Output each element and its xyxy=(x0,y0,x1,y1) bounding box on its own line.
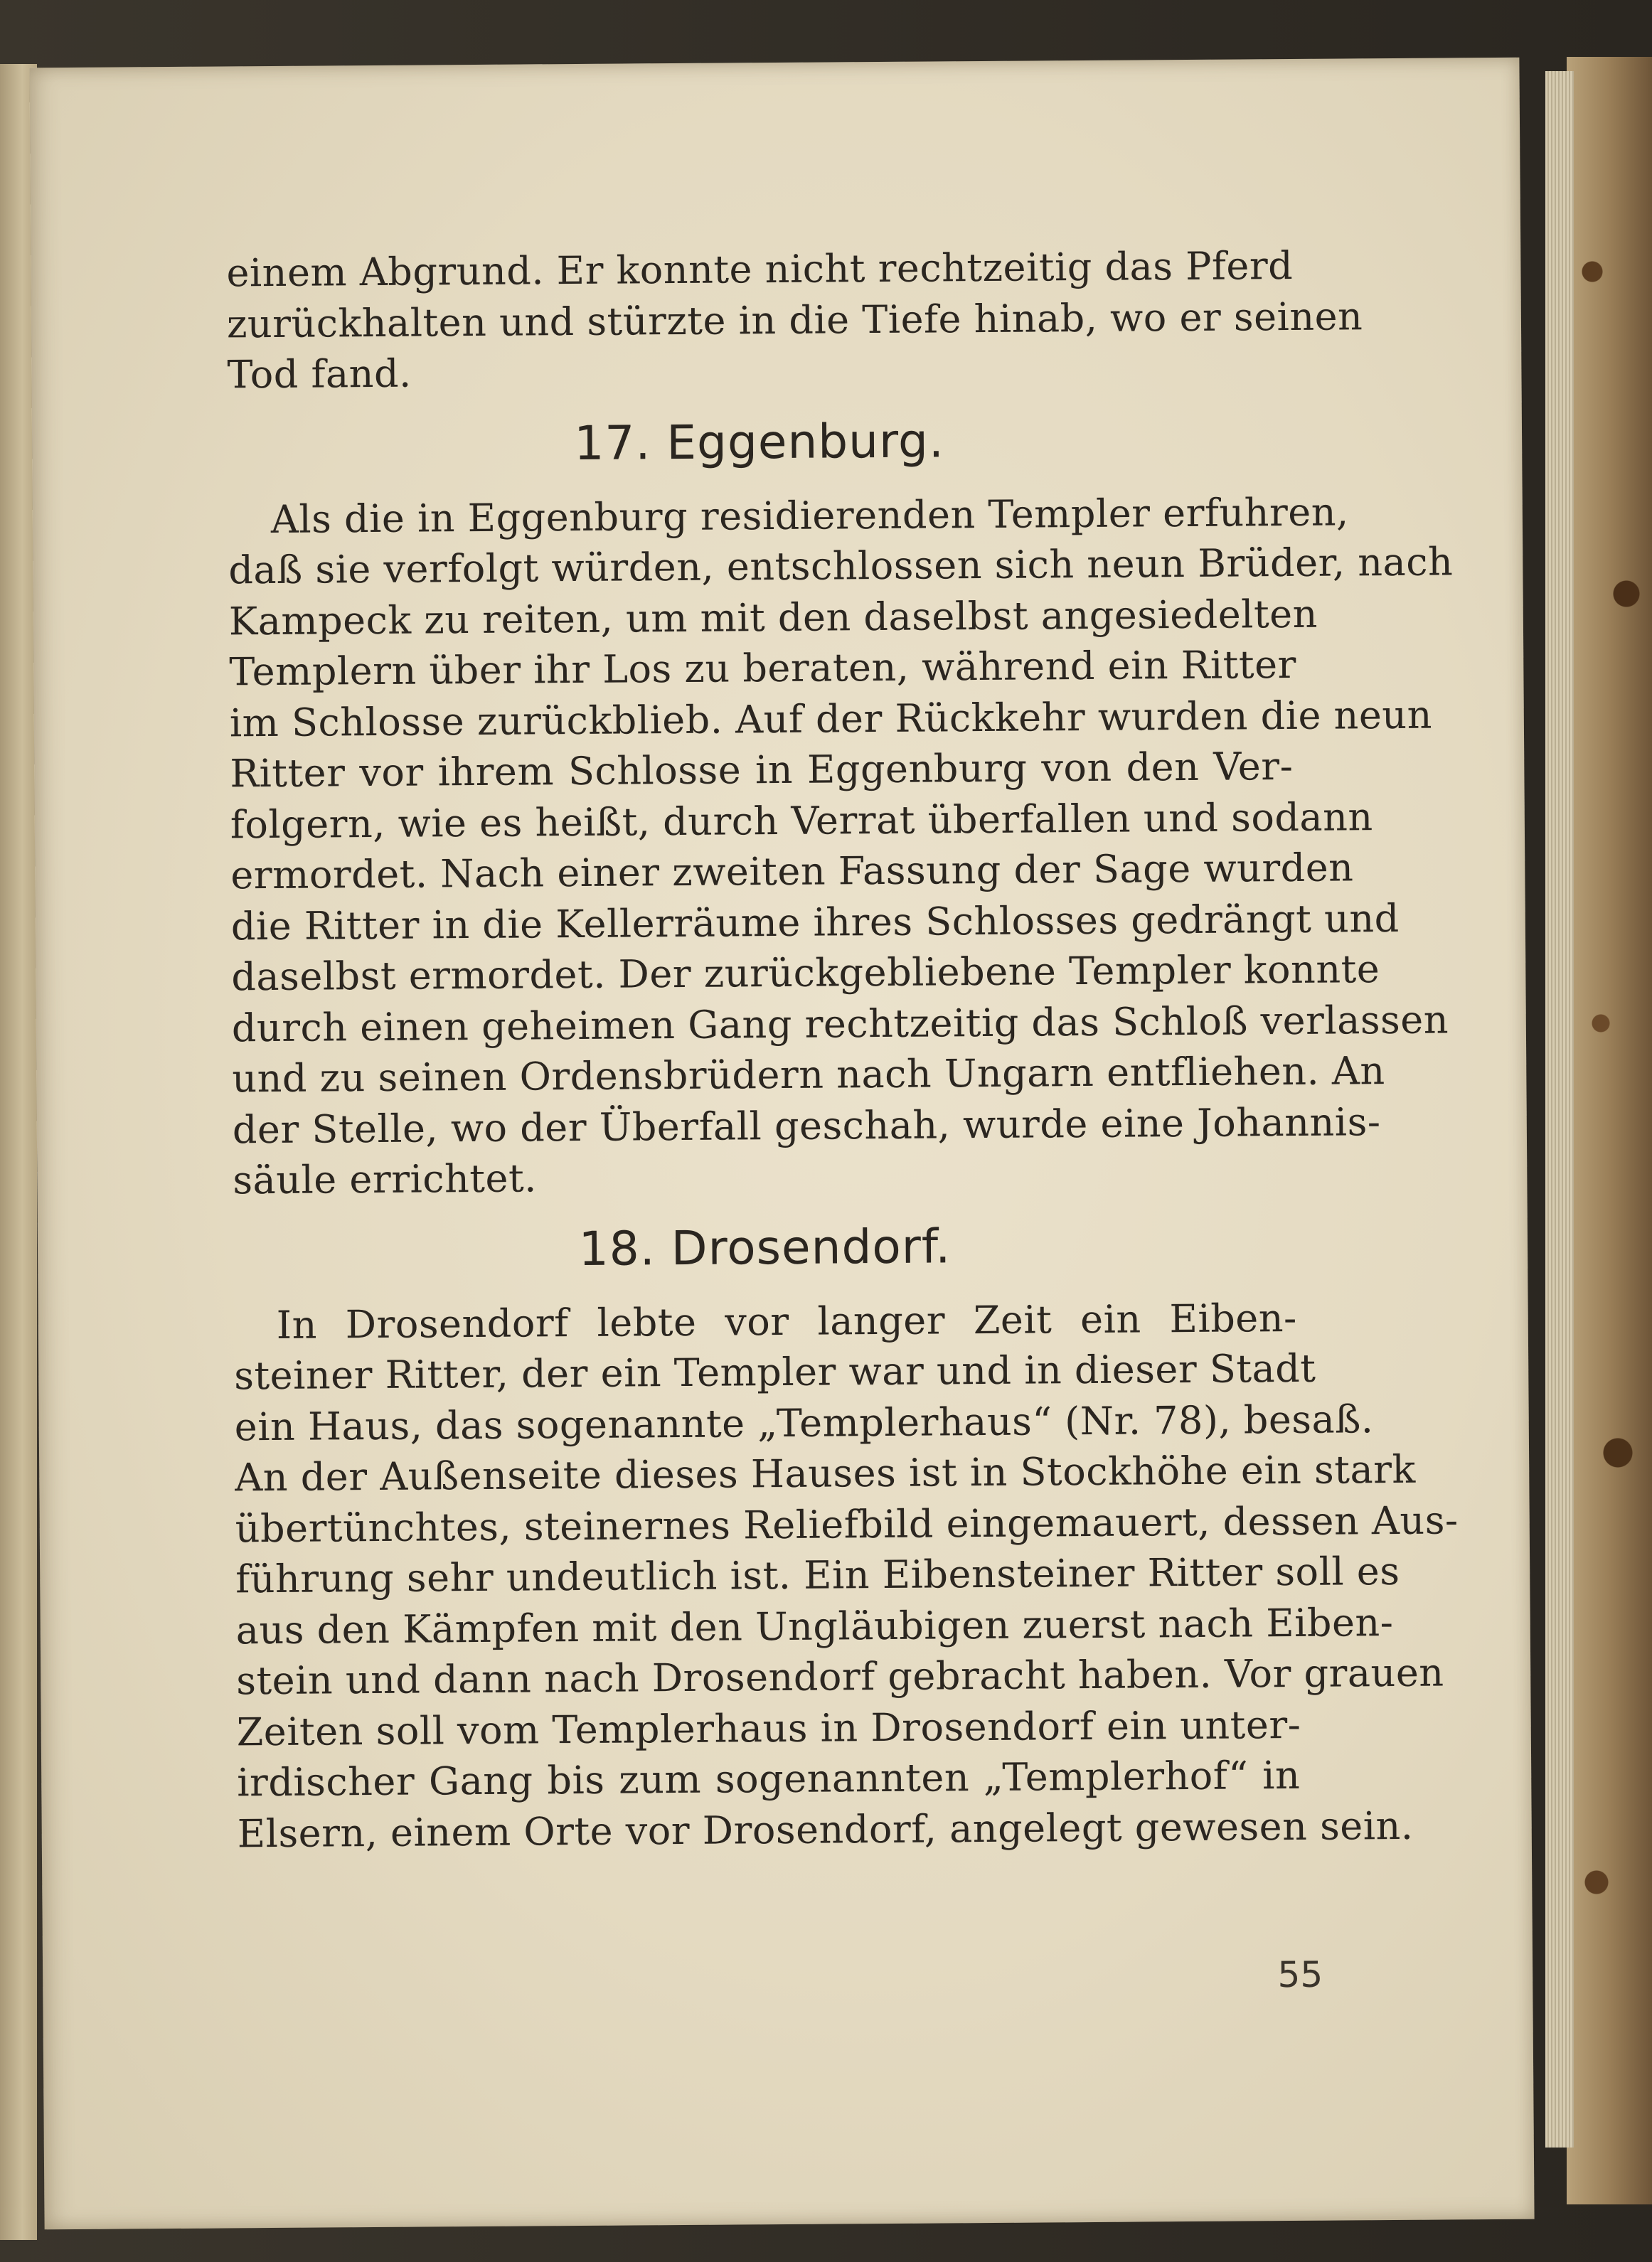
text-line: Templern über ihr Los zu beraten, während ein Ritter xyxy=(229,641,1297,695)
text-line: säule errichtet. xyxy=(233,1156,538,1203)
text-line: An der Außenseite dieses Hauses ist in Stockhöhe ein stark xyxy=(235,1446,1416,1500)
text-line: zurückhalten und stürzte in die Tiefe hinab, wo er seinen xyxy=(226,293,1363,346)
book-page xyxy=(29,58,1534,2230)
text-line: daselbst ermordet. Der zurückgebliebene Templer konnte xyxy=(231,946,1380,1000)
text-line: Zeiten soll vom Templerhaus in Drosendorf ein unter- xyxy=(236,1702,1301,1754)
page-number: 55 xyxy=(1277,1953,1323,1996)
text-line: durch einen geheimen Gang rechtzeitig das Schloß verlassen xyxy=(231,996,1449,1050)
text-line: irdischer Gang bis zum sogenannten „Templerhof“ in xyxy=(237,1752,1301,1805)
page-text xyxy=(226,240,1459,1859)
text-line: im Schlosse zurückblieb. Auf der Rückkehr wurden die neun xyxy=(229,692,1433,745)
text-line: ermordet. Nach einer zweiten Fassung der Sage wurden xyxy=(230,845,1354,898)
paragraph-drosendorf xyxy=(234,1292,1459,1859)
text-line: In Drosendorf lebte vor langer Zeit ein Eiben- xyxy=(276,1295,1297,1348)
book-cover-edge xyxy=(1567,57,1652,2204)
text-line: übertünchtes, steinernes Reliefbild eingemauert, dessen Aus- xyxy=(235,1497,1459,1551)
intro-paragraph xyxy=(226,240,1363,400)
text-line: Kampeck zu reiten, um mit den daselbst angesiedelten xyxy=(228,591,1318,644)
text-line: ein Haus, das sogenannte „Templerhaus“ (Nr. 78), besaß. xyxy=(234,1396,1374,1449)
text-line: Als die in Eggenburg residierenden Templer erfuhren, xyxy=(270,489,1349,542)
section-heading-18: 18. Drosendorf. xyxy=(578,1218,952,1276)
text-line: Elsern, einem Orte vor Drosendorf, angelegt gewesen sein. xyxy=(237,1803,1414,1856)
text-line: die Ritter in die Kellerräume ihres Schlosses gedrängt und xyxy=(230,895,1400,949)
text-line: stein und dann nach Drosendorf gebracht haben. Vor grauen xyxy=(236,1650,1444,1704)
text-line: folgern, wie es heißt, durch Verrat überfallen und sodann xyxy=(230,794,1373,847)
paragraph-eggenburg xyxy=(228,486,1454,1205)
text-line: Ritter vor ihrem Schlosse in Eggenburg von den Ver- xyxy=(230,743,1294,796)
text-line: daß sie verfolgt würden, entschlossen sich neun Brüder, nach xyxy=(228,539,1454,593)
text-line: aus den Kämpfen mit den Ungläubigen zuerst nach Eiben- xyxy=(235,1599,1394,1653)
section-heading-17: 17. Eggenburg. xyxy=(574,412,945,471)
text-line: und zu seinen Ordensbrüdern nach Ungarn entfliehen. An xyxy=(232,1048,1385,1101)
text-line: einem Abgrund. Er konnte nicht rechtzeitig das Pferd xyxy=(226,242,1294,296)
text-line: der Stelle, wo der Überfall geschah, wurde eine Johannis- xyxy=(232,1099,1381,1152)
page-stack-edge xyxy=(1545,71,1574,2148)
text-line: Tod fand. xyxy=(227,351,412,398)
text-line: steiner Ritter, der ein Templer war und in dieser Stadt xyxy=(234,1345,1316,1399)
text-line: führung sehr undeutlich ist. Ein Eibensteiner Ritter soll es xyxy=(235,1548,1400,1602)
